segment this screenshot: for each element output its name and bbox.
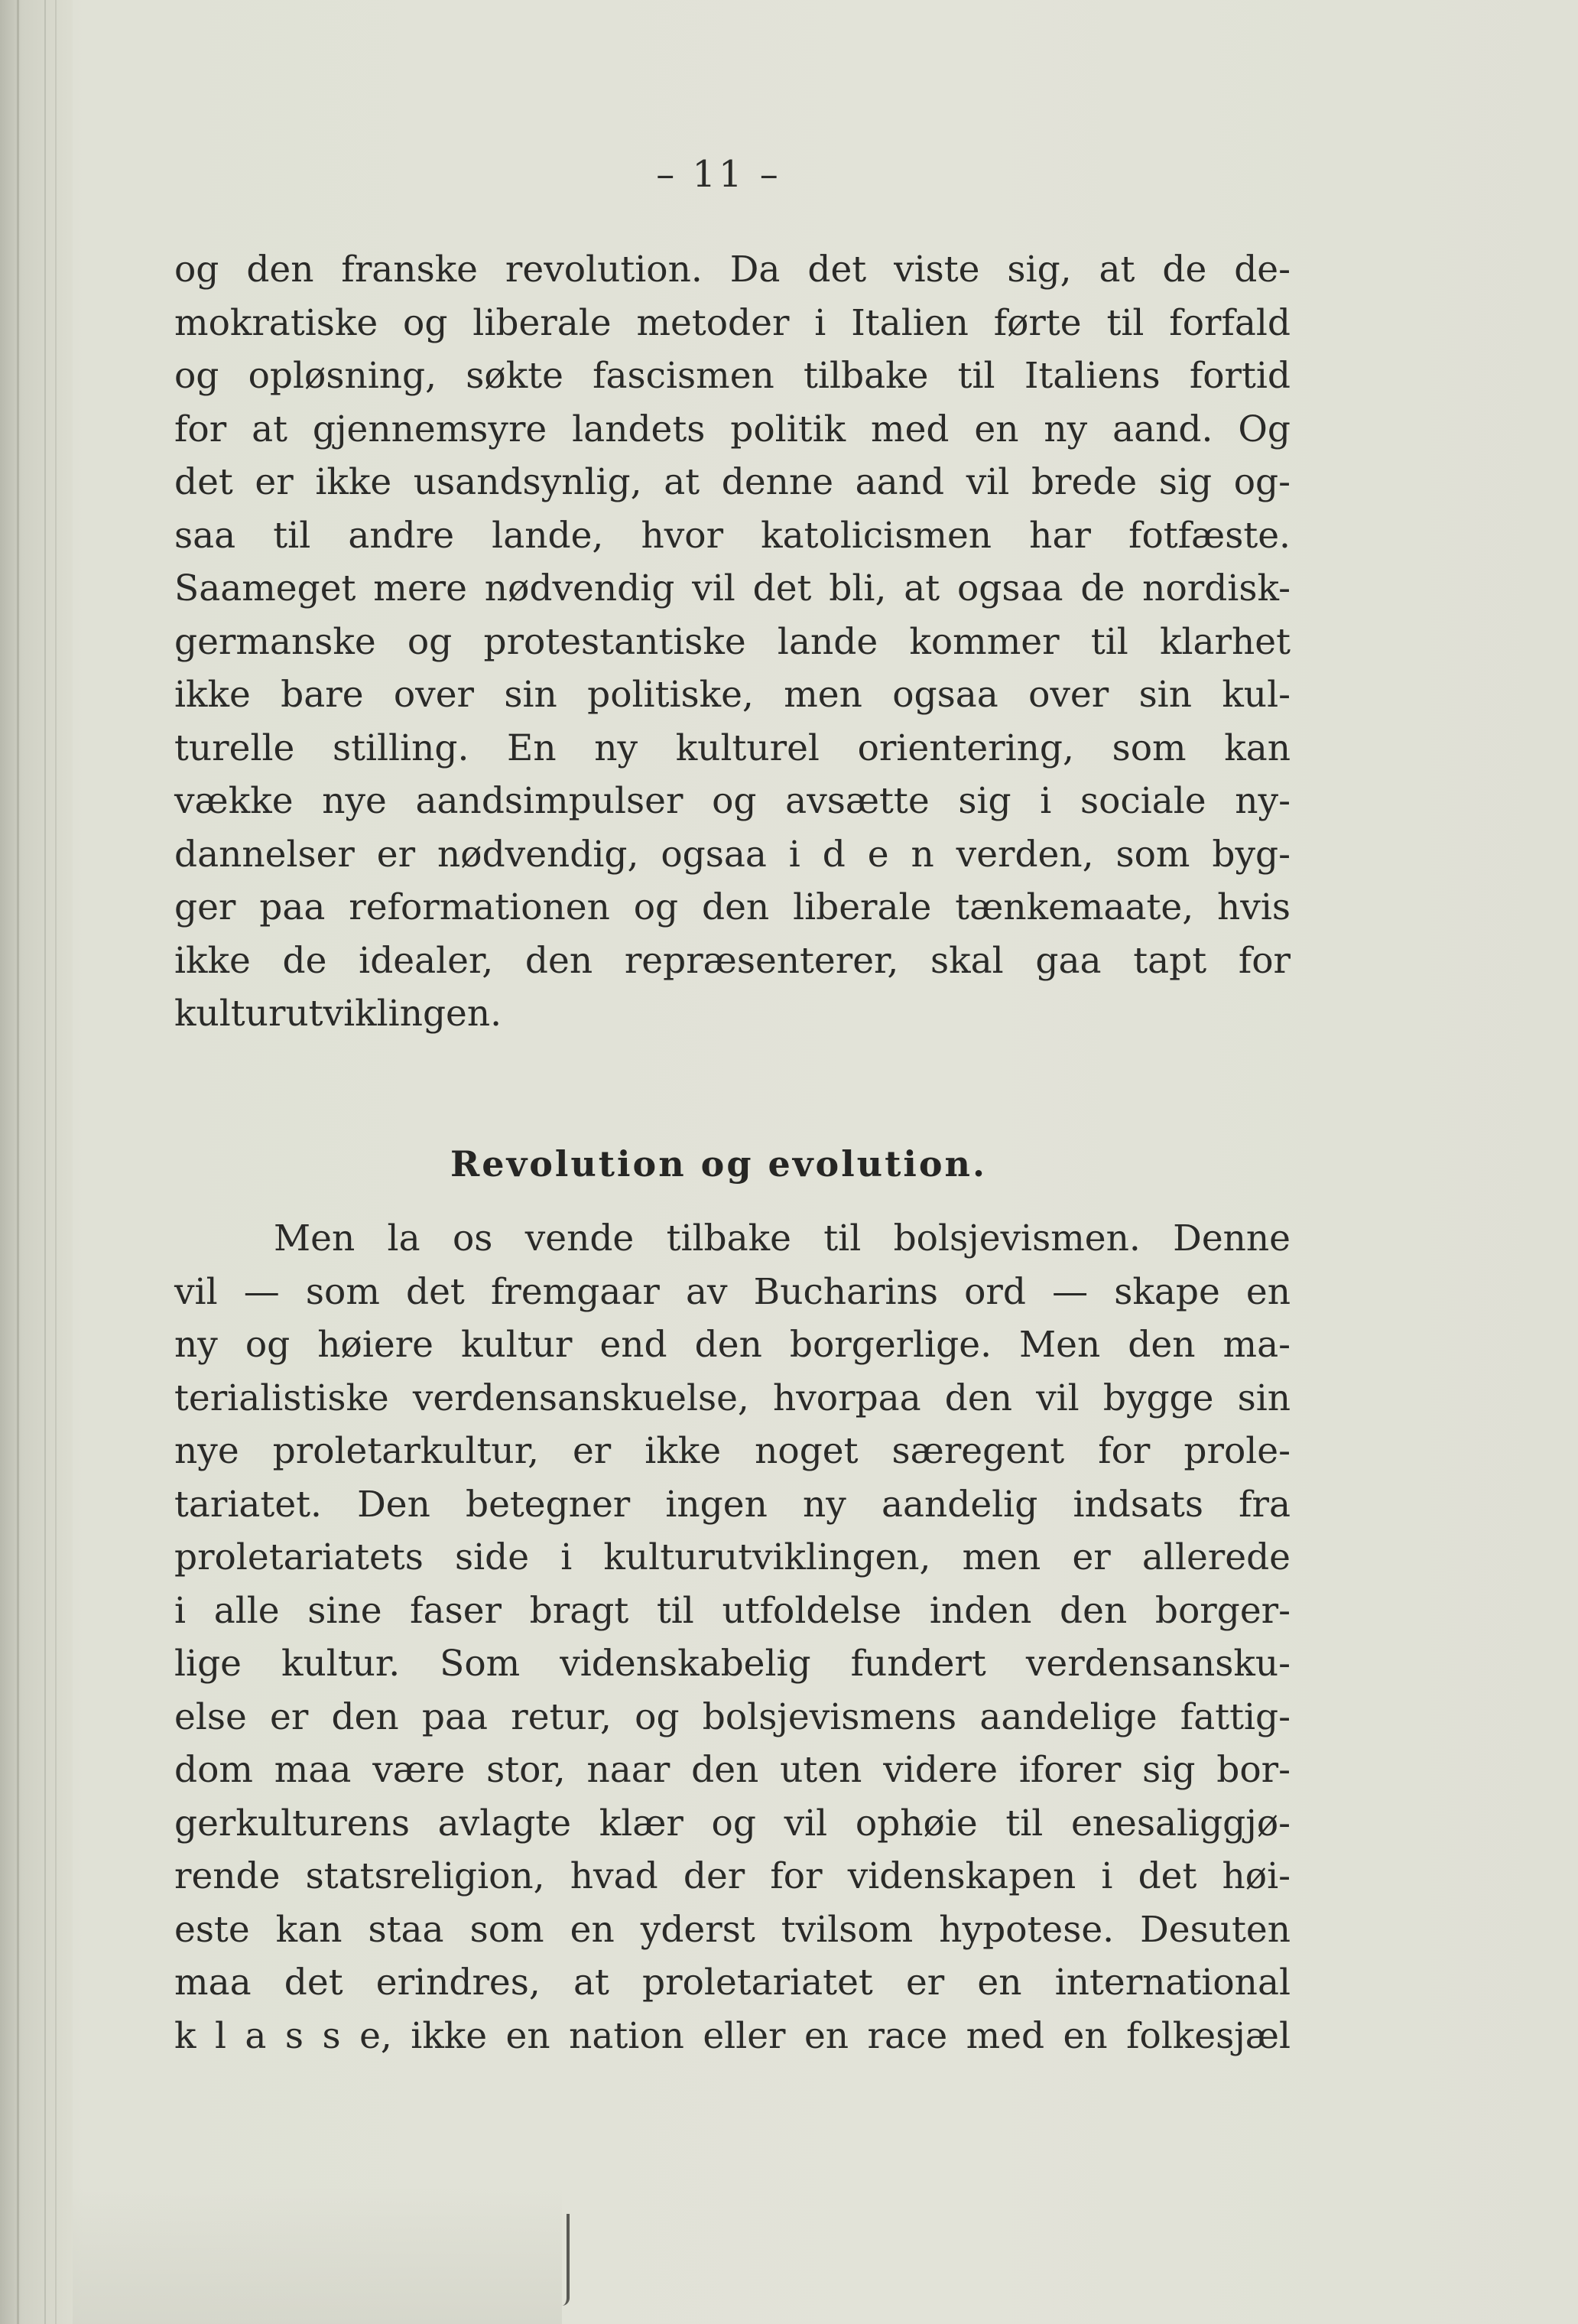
text-line: mokratiske og liberale metoder i Italien førte til forfald [174,301,1291,344]
text-line: k l a s s e, ikke en nation eller en race med en folkesjæl [174,2014,1291,2057]
text-line: Men la os vende tilbake til bolsjevismen. Denne [274,1217,1291,1260]
section-heading: Revolution og evolution. [450,1143,987,1185]
text-line: proletariatets side i kulturutviklingen, men er allerede [174,1536,1291,1578]
text-line: og den franske revolution. Da det viste sig, at de de- [174,249,1291,291]
text-line: ikke de idealer, den repræsenterer, skal gaa tapt for [174,939,1291,982]
text-line: i alle sine faser bragt til utfoldelse inden den borger- [174,1589,1291,1632]
text-line: vil — som det fremgaar av Bucharins ord — skape en [174,1270,1291,1313]
text-line: rende statsreligion, hvad der for videnskapen i det høi- [174,1855,1291,1897]
text-line: este kan staa som en yderst tvilsom hypotese. Desuten [174,1908,1291,1951]
paragraph-1 [174,243,1291,1041]
text-line: germanske og protestantiske lande kommer til klarhet [174,620,1291,663]
text-line: dannelser er nødvendig, ogsaa i d e n verden, som byg- [174,833,1291,876]
page-bottom-shadow [73,2187,562,2324]
text-line: kulturutviklingen. [174,993,502,1035]
text-line: Saameget mere nødvendig vil det bli, at ogsaa de nordisk- [174,567,1291,609]
text-line: else er den paa retur, og bolsjevismens aandelige fattig- [174,1695,1291,1738]
text-line: saa til andre lande, hvor katolicismen har fotfæste. [174,514,1291,557]
text-line: tariatet. Den betegner ingen ny aandelig indsats fra [174,1483,1291,1526]
text-line: nye proletarkultur, er ikke noget særegent for prole- [174,1430,1291,1472]
page-number: – 11 – [656,153,781,196]
text-line: ikke bare over sin politiske, men ogsaa over sin kul- [174,674,1291,716]
text-line: lige kultur. Som videnskabelig fundert verdensansku- [174,1643,1291,1685]
text-line: og opløsning, søkte fascismen tilbake til Italiens fortid [174,355,1291,397]
text-line: for at gjennemsyre landets politik med en ny aand. Og [174,408,1291,450]
fold-mark [562,2214,570,2306]
text-line: vække nye aandsimpulser og avsætte sig i sociale ny- [174,780,1291,822]
text-line: maa det erindres, at proletariatet er en international [174,1962,1291,2004]
text-line: gerkulturens avlagte klær og vil ophøie til enesaliggjø- [174,1802,1291,1845]
text-line: terialistiske verdensanskuelse, hvorpaa den vil bygge sin [174,1377,1291,1419]
text-line: ger paa reformationen og den liberale tænkemaate, hvis [174,886,1291,928]
paragraph-2 [174,1212,1291,2062]
text-line: dom maa være stor, naar den uten videre iforer sig bor- [174,1749,1291,1791]
text-line: turelle stilling. En ny kulturel orientering, som kan [174,726,1291,769]
text-line: ny og høiere kultur end den borgerlige. Men den ma- [174,1324,1291,1366]
text-line: det er ikke usandsynlig, at denne aand vil brede sig og- [174,461,1291,503]
